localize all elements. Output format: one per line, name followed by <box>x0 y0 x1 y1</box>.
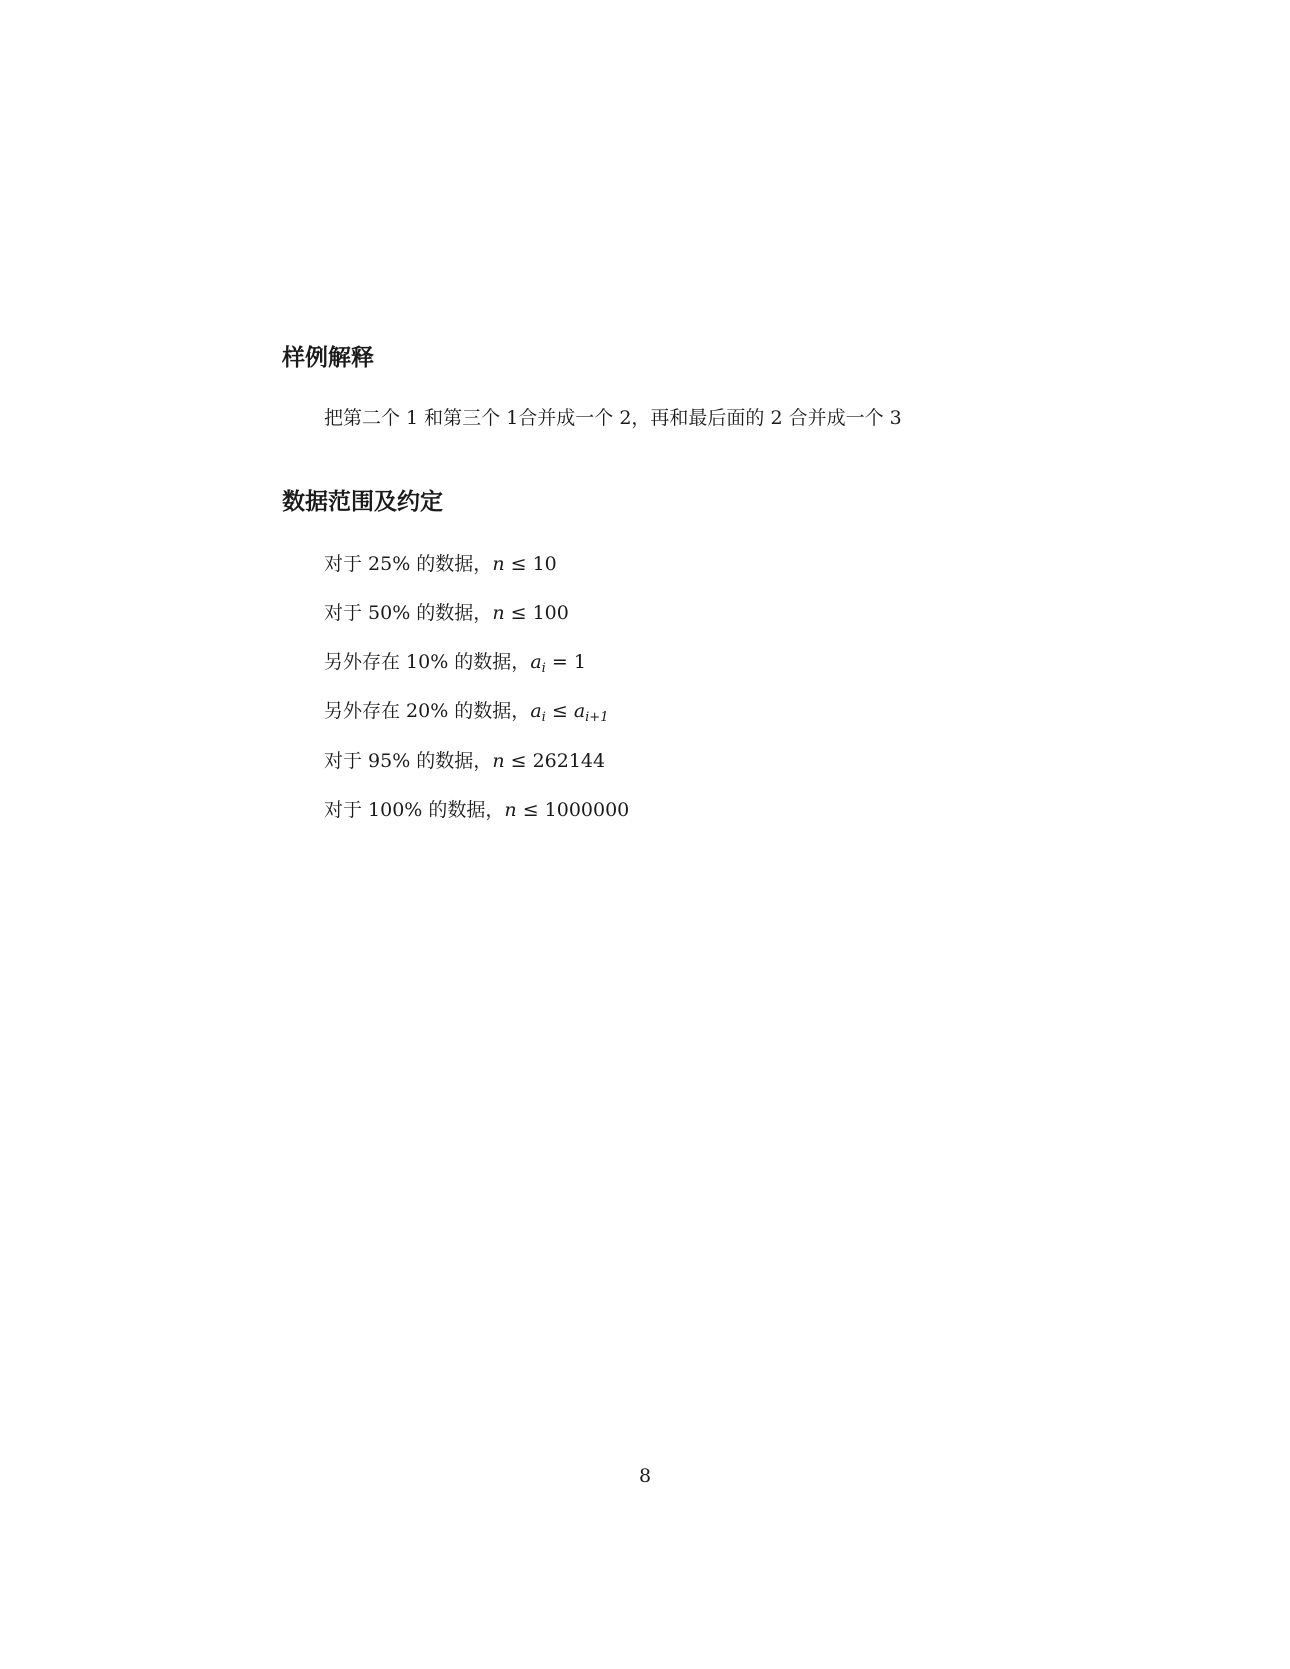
data-range-line <box>324 551 557 584</box>
data-range-line-var: n <box>492 750 505 772</box>
data-range-line-rhs: 10 <box>532 553 557 575</box>
data-range-line-var: n <box>504 799 517 821</box>
data-range-line <box>324 600 569 633</box>
data-range-line <box>324 698 608 731</box>
data-range-line-var: a <box>530 700 542 722</box>
data-range-line-var-sub: i <box>541 710 546 725</box>
data-range-line-var: n <box>492 602 505 624</box>
data-range-line <box>324 748 605 781</box>
data-range-line-var-sub: i <box>541 661 546 676</box>
data-range-line-rhs: 1000000 <box>544 799 630 821</box>
page-number: 8 <box>638 1465 652 1487</box>
data-range-line-rhs: 262144 <box>532 750 606 772</box>
data-range-heading: 数据范围及约定 <box>282 489 443 515</box>
data-range-line-rhs: 100 <box>532 602 569 624</box>
data-range-line-var: a <box>530 651 542 673</box>
data-range-line-op: ≤ <box>504 553 533 575</box>
data-range-line-prefix: 另外存在 10% 的数据， <box>324 651 531 673</box>
data-range-line-rhs-sub: i+1 <box>585 710 609 725</box>
data-range-line-op: ≤ <box>504 750 533 772</box>
data-range-line-op: ≤ <box>516 799 545 821</box>
data-range-line-prefix: 对于 95% 的数据， <box>324 750 493 772</box>
data-range-line-prefix: 对于 25% 的数据， <box>324 553 493 575</box>
data-range-line-prefix: 另外存在 20% 的数据， <box>324 700 531 722</box>
data-range-line-prefix: 对于 100% 的数据， <box>324 799 505 821</box>
data-range-line <box>324 649 586 682</box>
sample-explanation-text: 把第二个 1 和第三个 1合并成一个 2，再和最后面的 2 合并成一个 3 <box>324 407 902 429</box>
data-range-line-op: = <box>545 651 574 673</box>
data-range-line-prefix: 对于 50% 的数据， <box>324 602 493 624</box>
data-range-line-op: ≤ <box>545 700 574 722</box>
data-range-line-rhs: 1 <box>573 651 586 673</box>
data-range-line <box>324 797 629 830</box>
data-range-line-op: ≤ <box>504 602 533 624</box>
data-range-line-var: n <box>492 553 505 575</box>
sample-explanation-heading: 样例解释 <box>282 345 374 371</box>
data-range-line-rhs: a <box>573 700 586 722</box>
